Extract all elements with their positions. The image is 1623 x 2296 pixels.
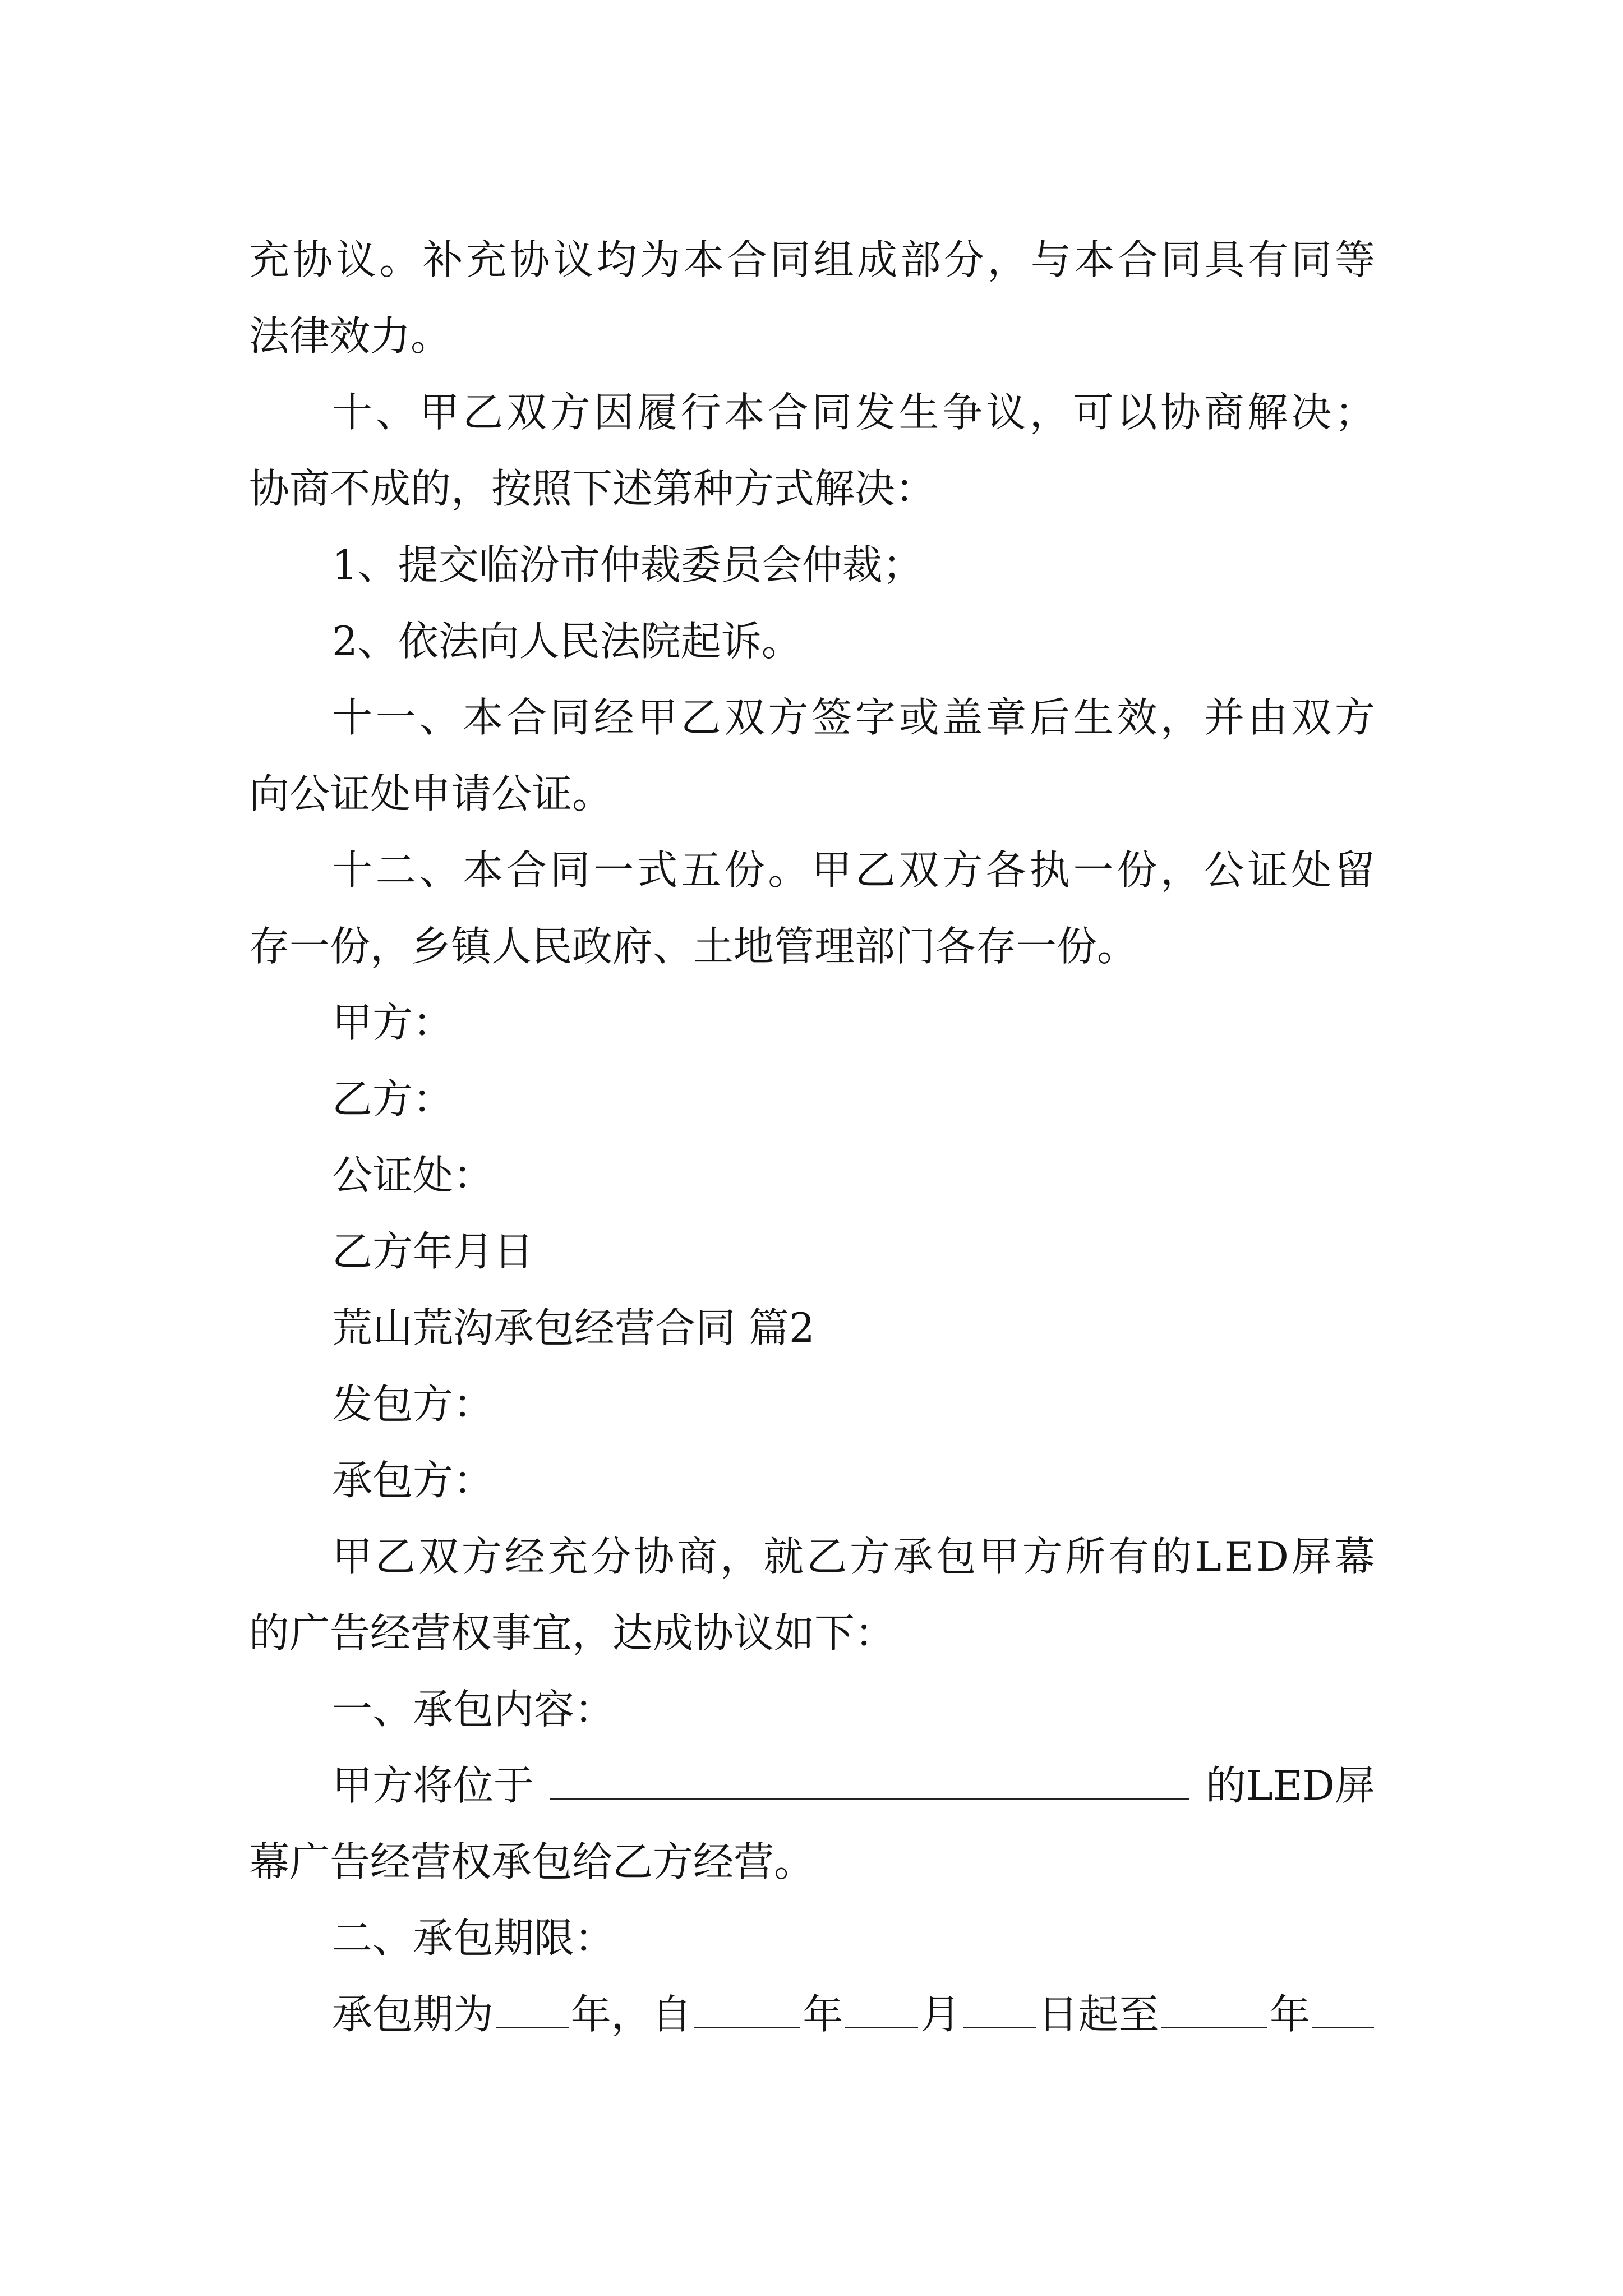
text-line-content: 向公证处申请公证。 bbox=[249, 770, 613, 817]
text-line bbox=[249, 908, 1375, 984]
term-text-1: 承包期为 bbox=[332, 1991, 494, 2038]
end-month-blank[interactable] bbox=[1312, 1993, 1374, 2028]
text-line bbox=[249, 527, 1375, 603]
text-line bbox=[249, 1213, 1375, 1290]
text-line-content: 存一份，乡镇人民政府、土地管理部门各存一份。 bbox=[249, 923, 1138, 970]
term-text-2: 年，自 bbox=[570, 1991, 692, 2038]
section-heading-contract-content bbox=[249, 1671, 1375, 1747]
text-line-content: 协商不成的，按照下述第种方式解决： bbox=[249, 465, 936, 512]
text-line bbox=[249, 450, 1375, 527]
location-suffix: 的LED屏 bbox=[1205, 1762, 1375, 1809]
text-line bbox=[249, 984, 1375, 1061]
start-day-blank[interactable] bbox=[963, 1993, 1036, 2028]
location-label: 甲方将位于 bbox=[332, 1762, 534, 1809]
text-line: 十 一 、 本 合 同 经 甲 乙 双 方 签 字 或 盖 章 后 生 效 ， 并 由 双 方 bbox=[332, 694, 1375, 741]
location-line bbox=[249, 1747, 1375, 1824]
term-line bbox=[249, 1976, 1375, 2053]
text-line-content: 2、依法向人民法院起诉。 bbox=[332, 618, 802, 665]
location-continuation-text: 幕广告经营权承包给乙方经营。 bbox=[249, 1838, 815, 1885]
text-line bbox=[249, 1366, 1375, 1442]
text-line-content: 发包方： bbox=[332, 1381, 494, 1428]
term-years-blank[interactable] bbox=[496, 1993, 569, 2028]
location-continuation bbox=[249, 1824, 1375, 1900]
text-line-content: 1、提交临汾市仲裁委员会仲裁； bbox=[332, 541, 923, 588]
text-line: 甲 乙 双 方 经 充 分 协 商 ， 就 乙 方 承 包 甲 方 所 有 的 L E D 屏 幕 bbox=[332, 1533, 1375, 1580]
text-line: 十 、 甲 乙 双 方 因 履 行 本 合 同 发 生 争 议 ， 可 以 协 商 解 决 ； bbox=[332, 389, 1375, 436]
start-year-blank[interactable] bbox=[694, 1993, 800, 2028]
location-blank[interactable] bbox=[550, 1764, 1189, 1800]
text-line bbox=[249, 1061, 1375, 1137]
start-month-blank[interactable] bbox=[845, 1993, 918, 2028]
text-line-content: 乙方： bbox=[332, 1075, 454, 1122]
term-text-4: 月 bbox=[920, 1991, 961, 2038]
text-line-content: 公证处： bbox=[332, 1152, 494, 1199]
text-line bbox=[249, 756, 1375, 832]
text-line bbox=[249, 1442, 1375, 1519]
text-line: 十 二 、 本 合 同 一 式 五 份 。 甲 乙 双 方 各 执 一 份 ， 公 证 处 留 bbox=[332, 846, 1375, 894]
text-line bbox=[249, 1137, 1375, 1213]
section-heading-text: 一、承包内容： bbox=[332, 1686, 615, 1733]
text-line-content: 荒山荒沟承包经营合同 篇2 bbox=[332, 1304, 815, 1351]
text-line-content: 的广告经营权事宜，达成协议如下： bbox=[249, 1609, 896, 1657]
text-line-content: 承包方： bbox=[332, 1457, 494, 1504]
contract-page bbox=[249, 222, 1375, 2053]
term-text-6: 年 bbox=[1270, 1991, 1311, 2038]
text-line bbox=[249, 603, 1375, 679]
section-heading-term bbox=[249, 1900, 1375, 1976]
text-line-content: 法律效力。 bbox=[249, 312, 451, 360]
section-heading-text: 二、承包期限： bbox=[332, 1915, 615, 1962]
term-text-3: 年 bbox=[803, 1991, 843, 2038]
text-line bbox=[249, 1595, 1375, 1671]
text-line bbox=[249, 1290, 1375, 1366]
end-year-blank[interactable] bbox=[1161, 1993, 1267, 2028]
contract-body bbox=[249, 222, 1375, 1671]
text-line: 充 协 议 。 补 充 协 议 均 为 本 合 同 组 成 部 分 ， 与 本 合 同 具 有 同 等 bbox=[249, 236, 1375, 283]
text-line-content: 甲方： bbox=[332, 999, 454, 1046]
text-line-content: 乙方年月日 bbox=[332, 1228, 534, 1275]
text-line bbox=[249, 298, 1375, 374]
term-text-5: 日起至 bbox=[1038, 1991, 1159, 2038]
